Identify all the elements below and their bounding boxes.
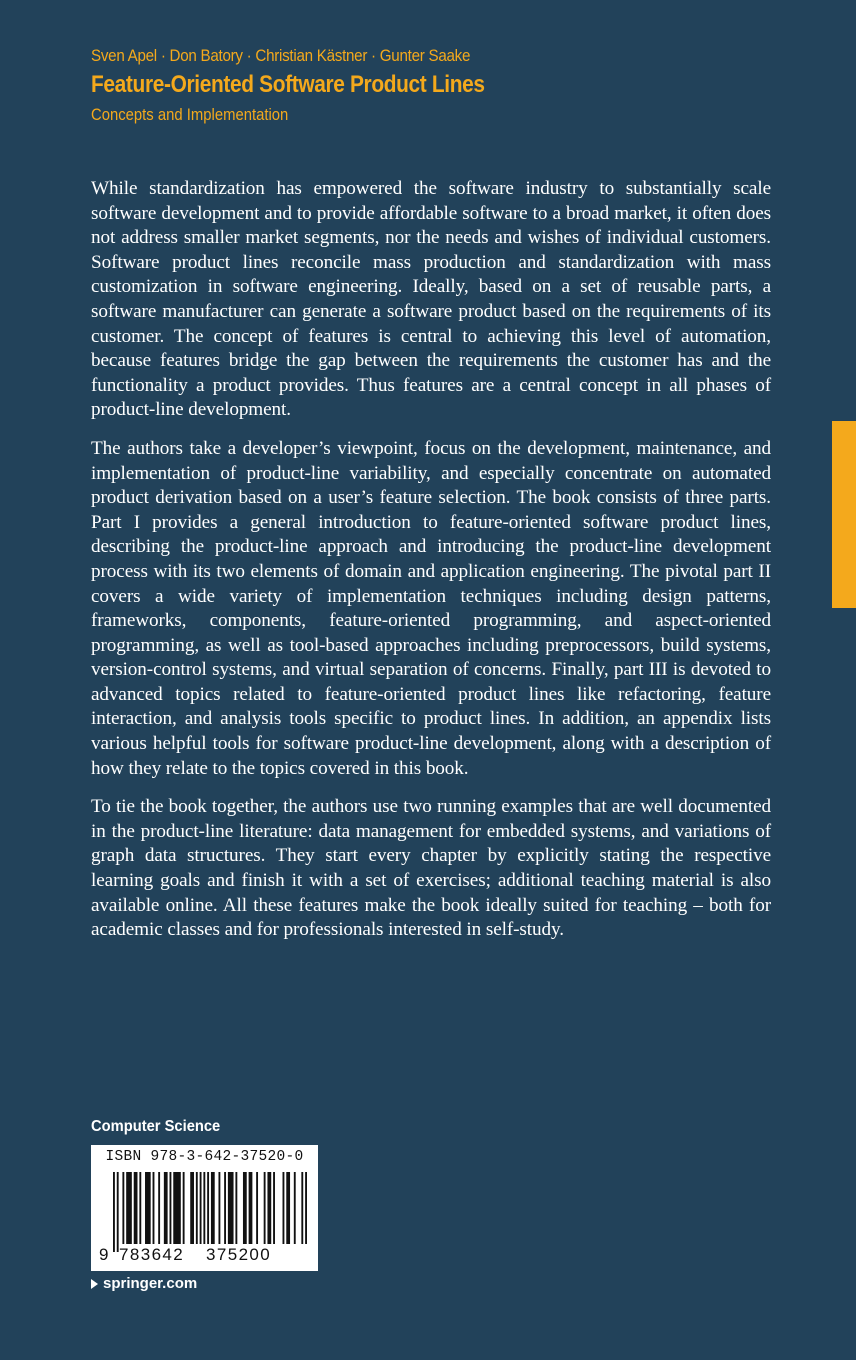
barcode-bar: [249, 1172, 253, 1244]
barcode-bar: [211, 1172, 215, 1244]
barcode-bar: [273, 1172, 275, 1244]
side-color-tab: [832, 421, 856, 608]
description-paragraph-1: While standardization has empowered the software industry to substantially scale software development and to provide affordable software to a broad market, it often does not address smaller market segments, nor the needs and wishes of individual customers. Software product lines reconcile mass production and standardization with mass customization in software engineering. Ideally, based on a set of reusable parts, a software manufacturer can generate a software product based on the requirements of its customer. The concept of features is central to achieving this level of automation, because features bridge the gap between the requirements the customer has and the functionality a product provides. Thus features are a central concept in all phases of product-line development.: [91, 178, 771, 421]
description-paragraph-3: To tie the book together, the authors use two running examples that are well documented in the product-line literature: data management for embedded systems, and variations of graph data structures. They start every chapter by explicitly stating the respective learning goals and finish it with a set of exercises; additional teaching material is also available online. All these features make the book ideally suited for teaching – both for academic classes and for professionals interested in self-study.: [91, 796, 771, 941]
barcode-bar: [117, 1172, 119, 1252]
barcode-bar: [113, 1172, 115, 1252]
isbn-label: ISBN 978-3-642-37520-0: [105, 1149, 304, 1165]
barcode-bar: [122, 1172, 124, 1244]
barcode-bar: [235, 1172, 237, 1244]
barcode-bar: [139, 1172, 141, 1244]
barcode-bar: [294, 1172, 296, 1244]
barcode-bar: [207, 1172, 209, 1244]
barcode-bar: [243, 1172, 247, 1244]
publisher-link[interactable]: [91, 1275, 197, 1292]
triangle-right-icon: [91, 1279, 98, 1289]
barcode-first-digit: 9: [99, 1245, 109, 1264]
barcode-bar: [145, 1172, 151, 1244]
barcode-bar: [203, 1172, 205, 1244]
barcode-bar: [224, 1172, 226, 1244]
barcode-bar: [283, 1172, 285, 1244]
barcode-bar: [153, 1172, 155, 1244]
book-title: Feature-Oriented Software Product Lines: [91, 71, 485, 98]
barcode-bar: [170, 1172, 172, 1244]
barcode-bar: [164, 1172, 168, 1244]
subject-category: Computer Science: [91, 1118, 221, 1135]
barcode-bars: [113, 1172, 307, 1252]
barcode-bar: [286, 1172, 290, 1244]
authors: Sven Apel · Don Batory · Christian Kästner · Gunter Saake: [91, 47, 471, 65]
publisher-url: springer.com: [103, 1275, 198, 1292]
barcode-bar: [190, 1172, 194, 1244]
barcode-bar: [256, 1172, 258, 1244]
barcode-bar: [200, 1172, 202, 1244]
cover-header: [91, 44, 791, 128]
barcode-bar: [183, 1172, 185, 1244]
barcode-bar: [267, 1172, 271, 1244]
barcode-bar: [134, 1172, 138, 1244]
barcode-bar: [126, 1172, 132, 1244]
barcode-bar: [301, 1172, 303, 1244]
barcode-right-digits: 375200: [206, 1245, 272, 1264]
barcode-bar: [228, 1172, 234, 1244]
barcode-bar: [196, 1172, 198, 1244]
barcode-left-digits: 783642: [119, 1245, 185, 1264]
description: [91, 177, 771, 957]
barcode-bar: [158, 1172, 160, 1244]
barcode-bar: [173, 1172, 181, 1244]
barcode-bar: [218, 1172, 220, 1244]
barcode-bar: [264, 1172, 266, 1244]
description-paragraph-2: The authors take a developer’s viewpoint, focus on the development, maintenance, and implementation of product-line variability, and especially concentrate on automated product derivation based on a user’s feature selection. The book consists of three parts. Part I provides a general introduction to feature-oriented software product lines, describing the product-line approach and introducing the product-line development process with its two elements of domain and application engineering. The pivotal part II covers a wide variety of implementation techniques including design patterns, frameworks, components, feature-oriented programming, and aspect-oriented programming, as well as tool-based approaches including preprocessors, build systems, version-control systems, and virtual separation of concerns. Finally, part III is devoted to advanced topics related to feature-oriented product lines like refactoring, feature interaction, and analysis tools specific to product lines. In addition, an appendix lists various helpful tools for software product-line development, along with a description of how they relate to the topics covered in this book.: [91, 437, 771, 779]
barcode: [91, 1145, 318, 1271]
book-subtitle: Concepts and Implementation: [91, 106, 289, 124]
barcode-bar: [305, 1172, 307, 1244]
